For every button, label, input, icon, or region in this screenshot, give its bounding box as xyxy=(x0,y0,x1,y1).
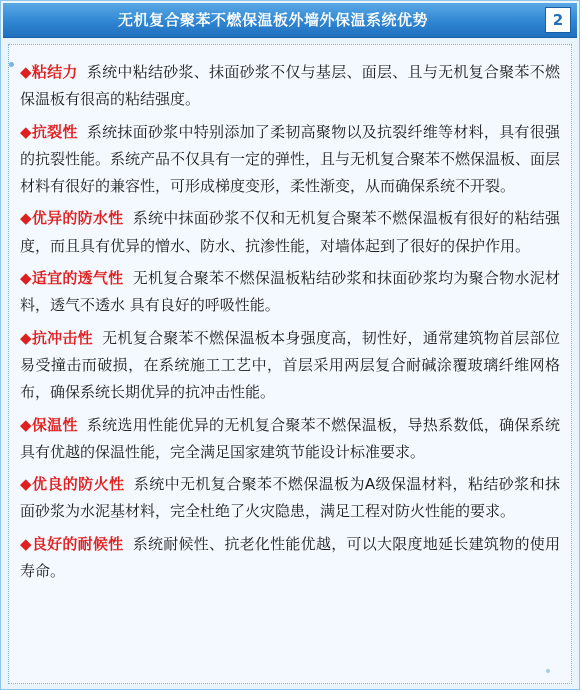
page-number-badge: 2 xyxy=(545,7,571,33)
item-text: 系统中抹面砂浆不仅和无机复合聚苯不燃保温板有很好的粘结强度，而且具有优异的憎水、防水、抗渗性能，对墙体起到了很好的保护作用。 xyxy=(20,209,560,255)
corner-dot-icon xyxy=(9,62,14,67)
item-text: 系统抹面砂浆中特别添加了柔韧高聚物以及抗裂纤维等材料，具有很强的抗裂性能。系统产品不仅具有一定的弹性，且与无机复合聚苯不燃保温板、面层材料有很好的兼容性，可形成梯度变形，柔性渐变，从而确保系统不开裂。 xyxy=(20,122,561,196)
list-item xyxy=(20,531,560,586)
list-item xyxy=(20,119,560,201)
list-item xyxy=(20,205,560,260)
corner-dot-icon-bottom xyxy=(546,669,550,673)
item-title: 保温性 xyxy=(31,415,78,434)
item-text: 系统中粘结砂浆、抹面砂浆不仅与基层、面层、且与无机复合聚苯不燃保温板有很高的粘结强度。 xyxy=(20,63,560,109)
item-title: 抗冲击性 xyxy=(31,328,93,347)
item-title: 适宜的透气性 xyxy=(31,269,124,288)
diamond-icon: ◆ xyxy=(20,475,32,494)
list-item xyxy=(20,471,560,526)
advantage-list xyxy=(20,59,560,590)
item-title: 良好的耐候性 xyxy=(31,534,124,553)
item-title: 优异的防水性 xyxy=(31,209,124,228)
list-item xyxy=(20,59,560,114)
item-text: 系统中无机复合聚苯不燃保温板为A级保温材料，粘结砂浆和抹面砂浆为水泥基材料，完全杜绝了火灾隐患，满足工程对防火性能的要求。 xyxy=(20,475,560,521)
diamond-icon: ◆ xyxy=(20,209,32,228)
item-title: 优良的防火性 xyxy=(31,475,125,494)
item-text: 无机复合聚苯不燃保温板粘结砂浆和抹面砂浆均为聚合物水泥材料，透气不透水 具有良好的呼吸性能。 xyxy=(20,269,560,315)
item-title: 粘结力 xyxy=(31,63,78,81)
header-bar xyxy=(3,3,577,38)
item-text: 系统耐候性、抗老化性能优越，可以大限度地延长建筑物的使用寿命。 xyxy=(20,534,560,581)
item-text: 无机复合聚苯不燃保温板本身强度高，韧性好，通常建筑物首层部位易受撞击而破损，在系统施工工艺中，首层采用两层复合耐碱涂覆玻璃纤维网格布，确保系统长期优异的抗冲击性能。 xyxy=(20,328,560,402)
page-title: 无机复合聚苯不燃保温板外墙外保温系统优势 xyxy=(117,11,428,29)
item-title: 抗裂性 xyxy=(31,122,78,141)
diamond-icon: ◆ xyxy=(20,63,32,81)
diamond-icon: ◆ xyxy=(20,269,32,288)
diamond-icon: ◆ xyxy=(20,415,32,434)
diamond-icon: ◆ xyxy=(20,534,32,553)
list-item xyxy=(20,412,560,467)
item-text: 系统选用性能优异的无机复合聚苯不燃保温板，导热系数低，确保系统具有优越的保温性能，完全满足国家建筑节能设计标准要求。 xyxy=(20,415,560,461)
list-item xyxy=(20,265,560,320)
diamond-icon: ◆ xyxy=(20,122,32,141)
list-item xyxy=(20,325,560,407)
diamond-icon: ◆ xyxy=(20,328,32,347)
